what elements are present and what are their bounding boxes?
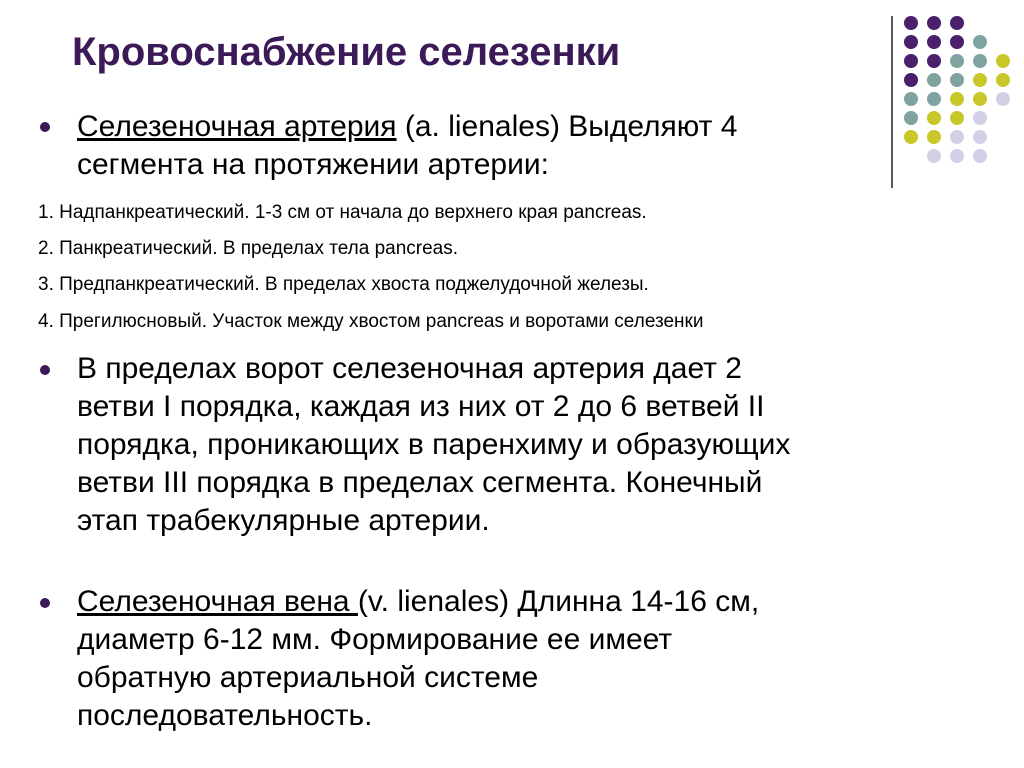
segment-item-1: 1. Надпанкреатический. 1-3 см от начала до верхнего края pancreas. <box>38 202 647 223</box>
decorative-dot <box>950 73 964 87</box>
decorative-dot <box>904 111 918 125</box>
decorative-dot <box>904 130 918 144</box>
decorative-dot <box>927 54 941 68</box>
bullet-3-text <box>77 583 759 735</box>
decorative-dot <box>973 149 987 163</box>
splenic-artery-term: Селезеночная артерия <box>77 110 397 143</box>
decorative-divider-line <box>891 16 893 188</box>
decorative-dot <box>904 73 918 87</box>
decorative-dot <box>904 92 918 106</box>
slide-title: Кровоснабжение селезенки <box>72 30 621 74</box>
decorative-dot <box>996 92 1010 106</box>
decorative-dot <box>927 130 941 144</box>
splenic-vein-term: Селезеночная вена <box>77 585 358 618</box>
decorative-dot <box>904 35 918 49</box>
decorative-dot <box>950 130 964 144</box>
decorative-dot <box>973 54 987 68</box>
decorative-dot <box>904 54 918 68</box>
bullet-2-line1: В пределах ворот селезеночная артерия дает 2 <box>77 352 742 385</box>
decorative-dot <box>973 111 987 125</box>
bullet-2-line4: ветви III порядка в пределах сегмента. Конечный <box>77 466 763 499</box>
decorative-dot <box>996 54 1010 68</box>
decorative-dot <box>904 16 918 30</box>
decorative-dot <box>973 130 987 144</box>
bullet-3-line4: последовательность. <box>77 699 373 732</box>
bullet-3-line3: обратную артериальной системе <box>77 661 539 694</box>
bullet-2-line5: этап трабекулярные артерии. <box>77 504 490 537</box>
decorative-dot <box>996 73 1010 87</box>
decorative-dot <box>950 111 964 125</box>
bullet-1-text <box>77 108 737 184</box>
bullet-2-line3: порядка, проникающих в паренхиму и образующих <box>77 428 791 461</box>
decorative-dot <box>950 35 964 49</box>
bullet-2-text <box>77 350 790 540</box>
segment-item-3: 3. Предпанкреатический. В пределах хвоста поджелудочной железы. <box>38 274 649 295</box>
bullet-marker <box>40 122 50 132</box>
bullet-marker <box>40 598 50 608</box>
decorative-dot <box>950 149 964 163</box>
bullet-1-line2: сегмента на протяжении артерии: <box>77 148 549 181</box>
bullet-3-line1-rest: (v. lienales) Длинна 14-16 см, <box>357 585 760 618</box>
decorative-dot <box>950 16 964 30</box>
decorative-dot <box>950 54 964 68</box>
decorative-dot <box>927 35 941 49</box>
segment-item-2: 2. Панкреатический. В пределах тела pancreas. <box>38 238 459 259</box>
decorative-dot <box>927 92 941 106</box>
decorative-dot <box>927 149 941 163</box>
decorative-dot <box>973 73 987 87</box>
decorative-dot <box>927 16 941 30</box>
segment-item-4: 4. Прегилюсновый. Участок между хвостом pancreas и воротами селезенки <box>38 311 704 332</box>
bullet-1-line1-rest: (a. lienales) Выделяют 4 <box>396 110 738 143</box>
decorative-dot <box>973 35 987 49</box>
bullet-3-line2: диаметр 6-12 мм. Формирование ее имеет <box>77 623 673 656</box>
decorative-dot <box>950 92 964 106</box>
bullet-2-line2: ветви I порядка, каждая из них от 2 до 6 ветвей II <box>77 390 765 423</box>
decorative-dot <box>927 111 941 125</box>
decorative-dot <box>973 92 987 106</box>
bullet-marker <box>40 365 50 375</box>
decorative-dot <box>927 73 941 87</box>
